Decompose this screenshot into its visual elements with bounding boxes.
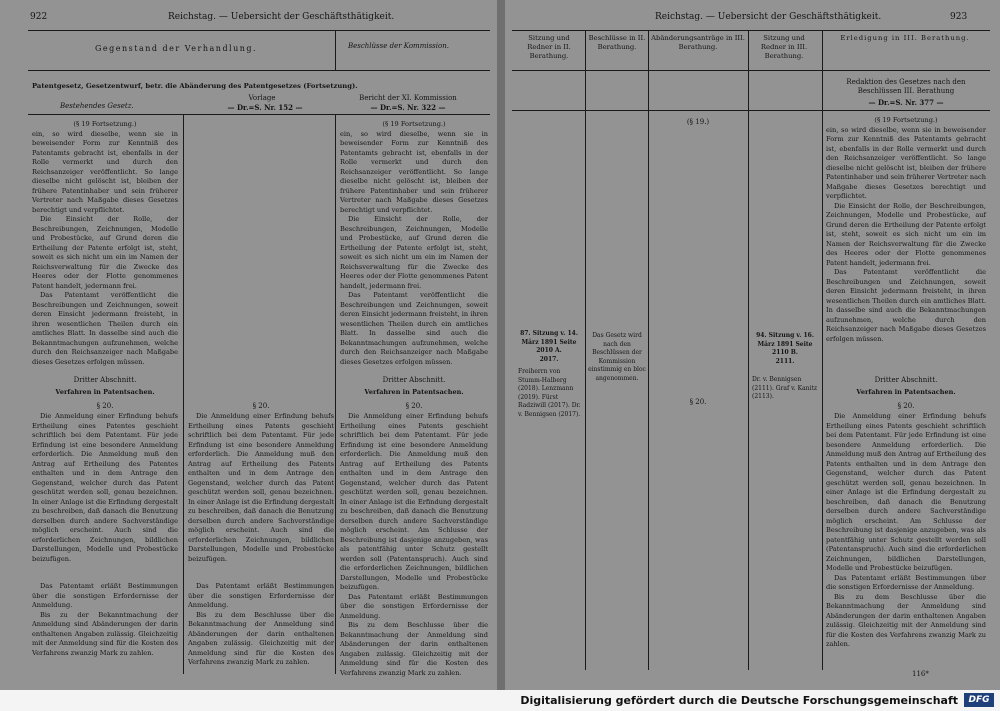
decision-text: Das Gesetz wird nach den Beschlüssen der Kommission einstimmig en bloc angenommen.: [588, 332, 646, 382]
paragraph: Die Anmeldung einer Erfindung behufs Ertheilung eines Patents geschieht schriftlich bei dem Patentamt. Für jede Erfindung ist eine besondere Anmeldung erforderlich. Die Anmeldung muß den Antrag auf Ertheilung des Patents enthalten und in dem Antrage den Gegenstand, welcher durch das Patent geschützt werden soll, genau bezeichnen. In einer Anlage ist die Erfindung dergestalt zu beschreiben, daß danach die Benutzung derselben durch andere Sachverständige möglich erscheint. Auch sind die erforderlichen Zeichnungen, bildlichen Darstellungen, Modelle und Probestücke beizufügen.: [188, 412, 334, 563]
paragraph-number: § 20.: [252, 402, 270, 410]
report-ref: — Dr.=S. Nr. 322 —: [370, 103, 446, 112]
paragraph-19-marker: (§ 19.): [686, 118, 710, 126]
vorlage-label: Vorlage: [248, 94, 276, 102]
left-page-number: 922: [30, 12, 48, 22]
table-header-result-3: Erledigung in III. Berathung.: [840, 34, 970, 42]
right-running-head: Reichstag. — Uebersicht der Geschäftsthätigkeit.: [655, 12, 882, 22]
left-running-head: Reichstag. — Uebersicht der Geschäftsthätigkeit.: [168, 12, 395, 22]
commission-heading: Beschlüsse der Kommission.: [348, 42, 449, 50]
table-header-amendments-3: Abänderungsanträge in III. Berathung.: [651, 34, 745, 51]
paragraph: Die Einsicht der Rolle, der Beschreibungen, Zeichnungen, Modelle und Probestücke, auf Grund deren die Ertheilung der Patente erfolgt ist, steht, soweit es sich nicht um ein im Namen der Reichsverwaltung für die Zwecke des Heeres oder der Flotte genommenes Patent handelt, jedermann frei.: [340, 215, 488, 290]
vorlage-ref: — Dr.=S. Nr. 152 —: [227, 103, 303, 112]
report-label: Bericht der XI. Kommission: [359, 94, 457, 102]
right-col-divider-1: [585, 30, 586, 670]
paragraph: Das Patentamt veröffentlicht die Beschreibungen und Zeichnungen, soweit deren Einsicht jedermann freisteht, in ihren wesentlichen Theilen durch ein amtliches Blatt. In dasselbe sind auch die Bekanntmachungen aufzunehmen, welche durch den Reichsanzeiger nach Maßgabe dieses Gesetzes erfolgen müssen.: [826, 268, 986, 343]
sitting-87: [514, 330, 584, 354]
left-heading-divider: [335, 30, 336, 70]
continuation-note: (§ 19 Fortsetzung.): [382, 120, 446, 128]
sitting-87-page: 2017.: [539, 356, 559, 363]
left-subheader-rule: [28, 70, 490, 71]
paragraph: Das Patentamt erläßt Bestimmungen über die sonstigen Erfordernisse der Anmeldung.: [826, 573, 986, 591]
table-header-sitting-2: Sitzung und Redner in II. Berathung.: [527, 34, 571, 60]
left-column-heading: Gegenstand der Verhandlung.: [95, 44, 258, 53]
right-col-divider-2: [648, 30, 649, 670]
right-col-divider-3: [748, 30, 749, 670]
sitting-94-date: 94. Sitzung v. 16. März 1891 Seite 2110 B.: [756, 332, 814, 356]
section-title-report: Verfahren in Patentsachen.: [364, 388, 464, 396]
paragraph: Das Patentamt erläßt Bestimmungen über die sonstigen Erfordernisse der Anmeldung.: [188, 582, 334, 609]
paragraph: ein, so wird dieselbe, wenn sie in beweisender Form zur Kenntniß des Patentamts gebracht ist, ebenfalls in der Rolle vermerkt und durch den Reichsanzeiger veröffentlicht. So lange dieselbe nicht gelöscht ist, bleiben der frühere Patentinhaber und sein früherer Vertreter nach Maßgabe dieses Gesetzes berechtigt und verpflichtet.: [32, 129, 178, 214]
paragraph: Die Anmeldung einer Erfindung behufs Ertheilung eines Patents geschieht schriftlich bei dem Patentamt. Für jede Erfindung ist eine besondere Anmeldung erforderlich. Die Anmeldung muß den Antrag auf Ertheilung des Patents enthalten und in dem Antrage den Gegenstand, welcher durch das Patent geschützt werden soll, genau bezeichnen. In einer Anlage ist die Erfindung dergestalt zu beschreiben, daß danach die Benutzung derselben durch andere Sachverständige möglich erscheint. Am Schlusse der Beschreibung ist dasjenige anzugeben, was als patentfähig unter Schutz gestellt werden soll (Patentanspruch). Auch sind die erforderlichen Zeichnungen, bildlichen Darstellungen, Modelle und Probestücke beizufügen.: [340, 412, 488, 591]
table-header-sitting-3: Sitzung und Redner in III. Berathung.: [760, 34, 808, 60]
section-label-report: Dritter Abschnitt.: [382, 376, 446, 384]
redaction-lower: [826, 412, 986, 668]
paragraph-20-marker: § 20.: [689, 398, 707, 406]
sitting-87-date: 87. Sitzung v. 14. März 1891 Seite 2010 A.: [520, 330, 578, 354]
paragraph: Die Anmeldung einer Erfindung behufs Ertheilung eines Patentes geschieht schriftlich bei dem Patentamt. Für jede Erfindung ist eine besondere Anmeldung erforderlich. Die Anmeldung muß den Antrag auf Ertheilung des Patentes enthalten und in dem Antrage den Gegenstand, welcher durch das Patent geschützt werden soll, genau bezeichnen. In einer Anlage ist die Erfindung dergestalt zu beschreiben, daß danach die Benutzung derselben durch andere Sachverständige möglich erscheint. Auch sind die erforderlichen Zeichnungen, bildlichen Darstellungen, Modelle und Probestücke beizufügen.: [32, 412, 178, 563]
paragraph: ein, so wird dieselbe, wenn sie in beweisender Form zur Kenntniß des Patentamts gebracht ist, ebenfalls in der Rolle vermerkt und durch den Reichsanzeiger veröffentlicht. So lange dieselbe nicht gelöscht ist, bleiben der frühere Patentinhaber und sein früherer Vertreter nach Maßgabe dieses Gesetzes berechtigt und verpflichtet.: [826, 125, 986, 200]
section-title: Verfahren in Patentsachen.: [55, 388, 155, 396]
page-gutter: [497, 0, 505, 690]
right-page-number: 923: [950, 12, 968, 22]
right-subheader-rule: [512, 70, 990, 71]
right-header-rule: [512, 30, 990, 31]
paragraph: Das Patentamt erläßt Bestimmungen über die sonstigen Erfordernisse der Anmeldung.: [32, 582, 178, 609]
paragraph-number: § 20.: [405, 402, 423, 410]
paragraph: ein, so wird dieselbe, wenn sie in beweisender Form zur Kenntniß des Patentamts gebracht ist, ebenfalls in der Rolle vermerkt und durch den Reichsanzeiger veröffentlicht. So lange dieselbe nicht gelöscht ist, bleiben der frühere Patentinhaber und sein früherer Vertreter nach Maßgabe dieses Gesetzes berechtigt und verpflichtet.: [340, 129, 488, 214]
dfg-logo-icon: DFG: [964, 693, 994, 707]
paragraph: Bis zu dem Beschlusse über die Bekanntmachung der Anmeldung sind Abänderungen der darin enthaltenen Angaben zulässig. Gleichzeitig mit der Anmeldung sind für die Kosten des Verfahrens zwanzig Mark zu zahlen.: [188, 610, 334, 666]
paragraph: Die Anmeldung einer Erfindung behufs Ertheilung eines Patents geschieht schriftlich bei dem Patentamt. Für jede Erfindung ist eine besondere Anmeldung erforderlich. Die Anmeldung muß den Antrag auf Ertheilung des Patents enthalten und in dem Antrage den Gegenstand, welcher durch das Patent geschützt werden soll, genau bezeichnen. In einer Anlage ist die Erfindung dergestalt zu beschreiben, daß danach die Benutzung derselben durch andere Sachverständige möglich erscheint. Am Schlusse der Beschreibung ist dasjenige anzugeben, was als patentfähig unter Schutz gestellt werden soll (Patentanspruch). Auch sind die erforderlichen Zeichnungen, bildlichen Darstellungen, Modelle und Probestücke beizufügen.: [826, 412, 986, 572]
right-col-divider-4: [822, 30, 823, 670]
paragraph: Das Patentamt veröffentlicht die Beschreibungen und Zeichnungen, soweit deren Einsicht jedermann freisteht, in ihren wesentlichen Theilen durch ein amtliches Blatt. In dasselbe sind auch die Bekanntmachungen aufzunehmen, welche durch den Reichsanzeiger nach Maßgabe dieses Gesetzes erfolgen müssen.: [32, 291, 178, 366]
paragraph: Das Patentamt erläßt Bestimmungen über die sonstigen Erfordernisse der Anmeldung.: [340, 592, 488, 620]
speakers-94: Dr. v. Bennigsen (2111). Graf v. Kanitz (2113).: [752, 376, 818, 400]
paragraph-number: § 20.: [897, 402, 915, 410]
paragraph: Die Einsicht der Rolle, der Beschreibungen, Zeichnungen, Modelle und Probestücke, auf Grund deren die Ertheilung der Patente erfolgt ist, steht, soweit es sich nicht um ein im Namen der Reichsverwaltung für die Zwecke des Heeres oder der Flotte genommenes Patent handelt, jedermann frei.: [32, 215, 178, 290]
left-col-divider-2: [335, 114, 336, 674]
digitization-footer: [0, 690, 1000, 711]
section-label: Dritter Abschnitt.: [73, 376, 137, 384]
existing-law-lower: [32, 412, 178, 674]
sitting-94: [750, 332, 820, 356]
continuation-note: (§ 19 Fortsetzung.): [874, 116, 938, 124]
paragraph-number: § 20.: [96, 402, 114, 410]
table-header-decisions-2: Beschlüsse in II. Berathung.: [588, 34, 646, 51]
sitting-94-page: 2111.: [775, 358, 795, 365]
redaction-ref: — Dr.=S. Nr. 377 —: [868, 98, 944, 107]
paragraph: Die Einsicht der Rolle, der Beschreibungen, Zeichnungen, Modelle und Probestücke, auf Grund deren die Ertheilung der Patente erfolgt ist, steht, soweit es sich nicht um ein im Namen der Reichsverwaltung für die Zwecke des Heeres oder der Flotte genommenes Patent handelt, jedermann frei.: [826, 201, 986, 267]
left-col-divider-1: [183, 114, 184, 674]
report-lower: [340, 412, 488, 677]
report-upper: [340, 120, 488, 366]
paragraph: Das Patentamt veröffentlicht die Beschreibungen und Zeichnungen, soweit deren Einsicht jedermann freisteht, in ihren wesentlichen Theilen durch ein amtliches Blatt. In dasselbe sind auch die Bekanntmachungen aufzunehmen, welche durch den Reichsanzeiger nach Maßgabe dieses Gesetzes erfolgen müssen.: [340, 291, 488, 366]
speakers-87: Freiherrn von Stumm-Halberg (2018). Lenzmann (2019). Fürst Radziwill (2017). Dr. v. Bennigsen (2017).: [518, 368, 581, 418]
existing-law-label: Bestehendes Gesetz.: [60, 102, 134, 110]
topic-title: Patentgesetz, Gesetzentwurf, betr. die Abänderung des Patentgesetzes (Fortsetzung).: [32, 82, 358, 90]
continuation-note: (§ 19 Fortsetzung.): [73, 120, 137, 128]
redaction-label: Redaktion des Gesetzes nach den Beschlüssen III. Berathung: [846, 78, 966, 95]
signature-mark: 116*: [912, 670, 929, 678]
redaction-upper: [826, 116, 986, 368]
paragraph: Bis zu der Bekanntmachung der Anmeldung sind Abänderungen der darin enthaltenen Angaben zulässig. Gleichzeitig mit der Anmeldung sind für die Kosten des Verfahrens zwanzig Mark zu zahlen.: [32, 610, 178, 657]
right-table-top-rule: [512, 110, 990, 111]
existing-law-upper: [32, 120, 178, 366]
footer-credit: Digitalisierung gefördert durch die Deutsche Forschungsgemeinschaft: [520, 694, 958, 707]
left-table-top-rule: [28, 114, 490, 115]
section-label-redaction: Dritter Abschnitt.: [874, 376, 938, 384]
vorlage-lower: [188, 412, 334, 674]
left-header-rule: [28, 30, 490, 31]
section-title-redaction: Verfahren in Patentsachen.: [856, 388, 956, 396]
paragraph: Bis zu dem Beschlusse über die Bekanntmachung der Anmeldung sind Abänderungen der darin enthaltenen Angaben zulässig. Gleichzeitig mit der Anmeldung sind für die Kosten des Verfahrens zwanzig Mark zu zahlen.: [340, 621, 488, 677]
paragraph: Bis zu dem Beschlusse über die Bekanntmachung der Anmeldung sind Abänderungen der darin enthaltenen Angaben zulässig. Gleichzeitig mit der Anmeldung sind für die Kosten des Verfahrens zwanzig Mark zu zahlen.: [826, 592, 986, 648]
